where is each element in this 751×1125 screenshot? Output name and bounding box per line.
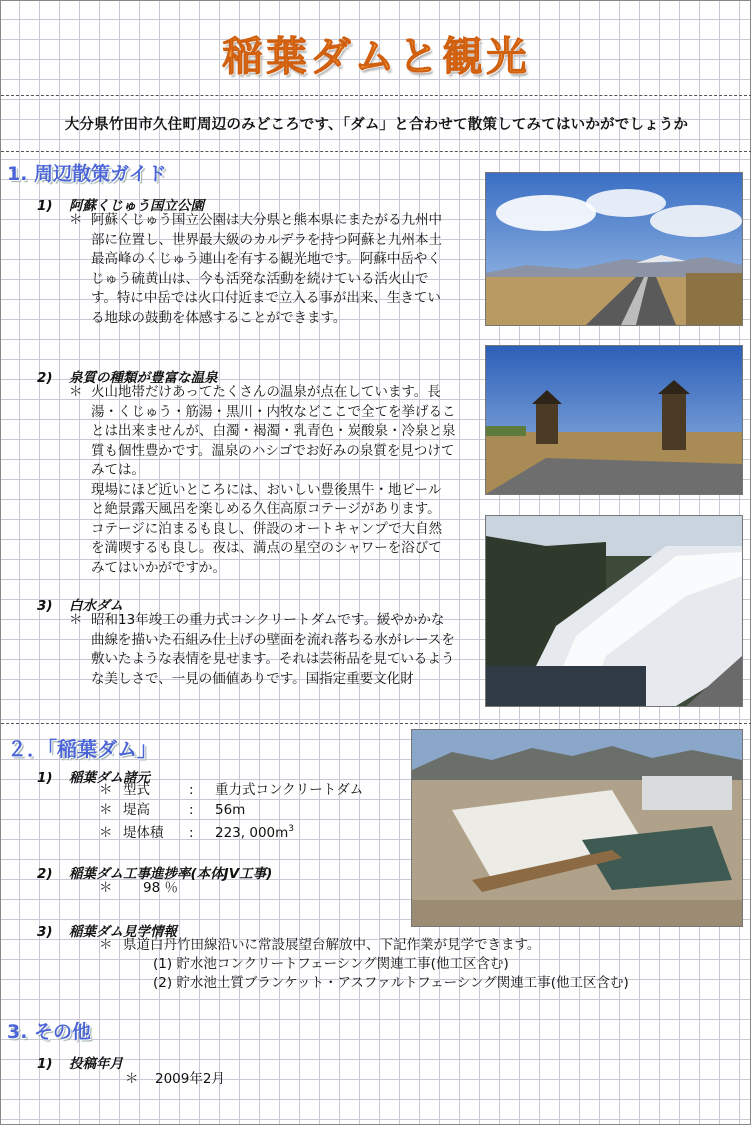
photo-hakusui-dam (485, 515, 743, 707)
paragraph-hot-spring: ＊ 火山地帯だけあってたくさんの温泉が点在しています。長湯・くじゅう・筋湯・黒川・内牧などここで全てを挙げることは出来ませんが、白濁・褐濁・乳青色・炭酸泉・冷泉と泉質も個性豊かです。温泉のハシゴでお好みの泉質を見つけてみては。 現場にほど近いところには、おいしい豊後黒牛・地ビールと絶景露天風呂を楽しめる久住高原コテージがあります。コテージに泊まるも良し、併設のオートキャンプで大自然を満喫するも良し。夜は、満点の星空のシャワーを浴びてみてはいかがですか。 (69, 384, 456, 576)
spec-row-height: ＊ 堤高 : 56m (99, 801, 246, 818)
tour-info-sub-2: (2) 貯水池土質ブランケット・アスファルトフェーシング関連工事(他工区含む) (153, 975, 629, 991)
progress-value: ＊ 98 ％ (99, 880, 178, 896)
subheading-tour-info: 3) 稲葉ダム見学情報 (37, 924, 177, 940)
divider (1, 723, 751, 724)
subheading-dam-specs: 1) 稲葉ダム諸元 (37, 770, 150, 786)
spec-row-type: ＊ 型式 : 重力式コンクリートダム (99, 782, 364, 798)
paragraph-aso-kuju: ＊ 阿蘇くじゅう国立公園は大分県と熊本県にまたがる九州中部に位置し、世界最大級のカルデラを持つ阿蘇と九州本土最高峰のくじゅう連山を有する観光地です。阿蘇中岳やくじゅう硫黄山は、今も活発な活動を続けている活火山です。特に中岳では火口付近まで立入る事が出来、生きている地球の鼓動を体感することができます。 (69, 212, 442, 326)
page-title: 稲葉ダムと観光 (222, 34, 531, 80)
tour-info-text: ＊ 県道白丹竹田線沿いに常設展望台解放中、下記作業が見学できます。 (99, 937, 541, 953)
subheading-hakusui-dam: 3) 白水ダム (37, 598, 123, 614)
divider (1, 95, 751, 96)
subheading-hot-spring: 2) 泉質の種類が豊富な温泉 (37, 370, 218, 386)
subheading-post-date: 1) 投稿年月 (37, 1056, 123, 1072)
section-heading-inaba-dam: ２．「稲葉ダム」 (7, 737, 157, 761)
section-heading-guide: 1. 周辺散策ガイド (7, 163, 167, 185)
photo-inaba-dam-construction (411, 729, 743, 927)
paragraph-hakusui-dam: ＊ 昭和13年竣工の重力式コンクリートダムです。緩やかかな曲線を描いた石組み仕上げの壁面を流れ落ちる水がレースを敷いたような表情を見せます。それは芸術品を見ているような美しさで、一見の価値ありです。国指定重要文化財 (69, 612, 455, 687)
subheading-aso-kuju: 1) 阿蘇くじゅう国立公園 (37, 198, 204, 214)
post-date-value: ＊ 2009年2月 (125, 1071, 225, 1087)
tour-info-sub-1: (1) 貯水池コンクリートフェーシング関連工事(他工区含む) (153, 956, 509, 972)
section-heading-other: 3. その他 (7, 1021, 92, 1043)
bullet-star: ＊ (69, 612, 83, 628)
dam-spec-list (99, 781, 363, 840)
bullet-star: ＊ (69, 384, 83, 400)
subheading-progress: 2) 稲葉ダム工事進捗率(本体JV工事) (37, 866, 273, 882)
photo-aso-kuju-park (485, 172, 743, 326)
photo-hot-spring-area (485, 345, 743, 495)
divider (1, 151, 751, 152)
spec-row-volume: ＊ 堤体積 : 223, $000m^3$ (99, 824, 295, 841)
bullet-star: ＊ (69, 212, 83, 228)
intro-text: 大分県竹田市久住町周辺のみどころです、「ダム」と合わせて散策してみてはいかがでしょうか (64, 117, 689, 133)
